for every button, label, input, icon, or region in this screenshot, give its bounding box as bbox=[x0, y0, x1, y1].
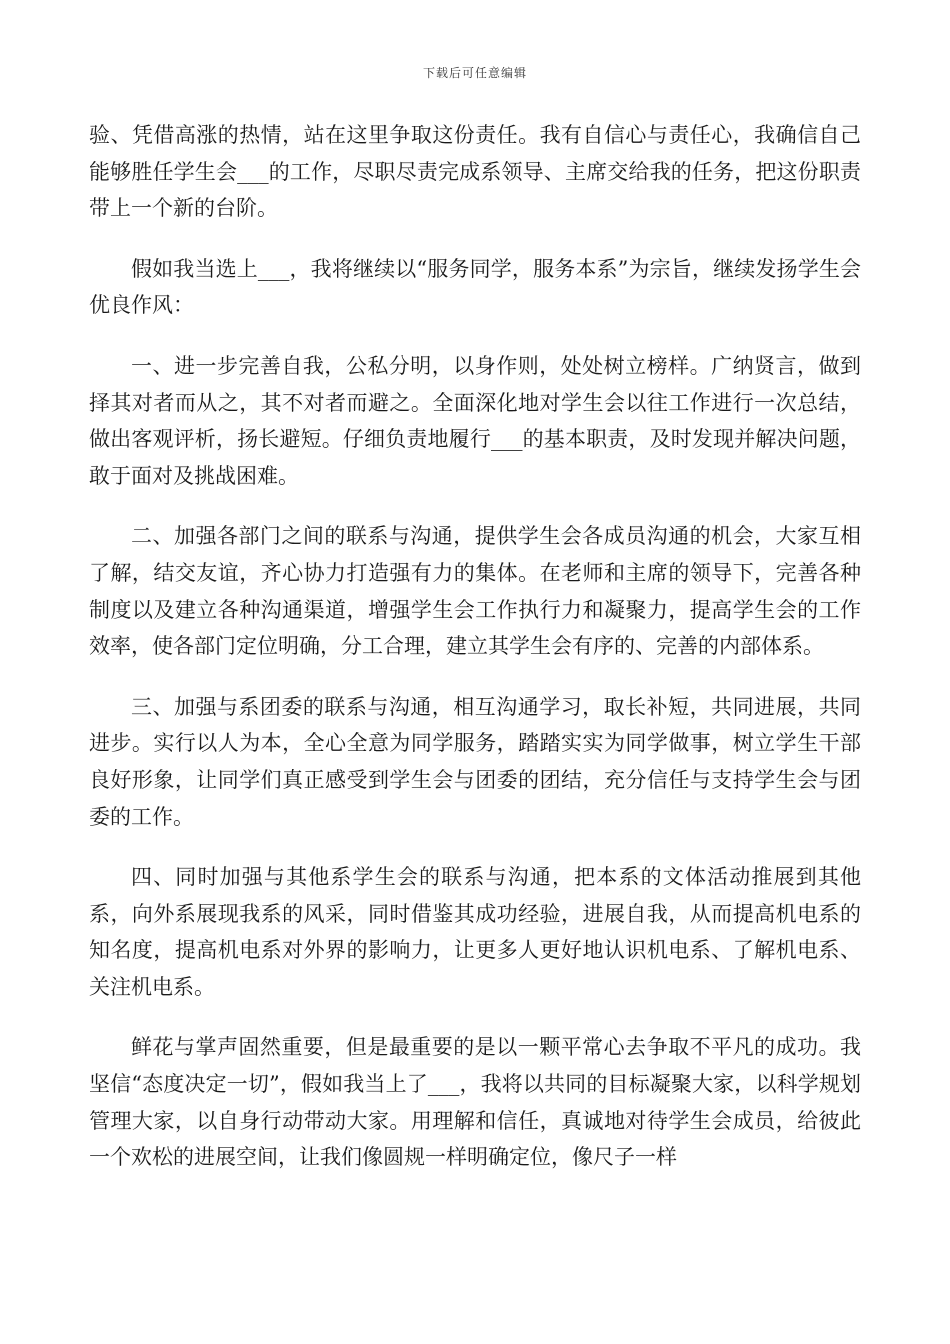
paragraph-point-one: 一、进一步完善自我，公私分明，以身作则，处处树立榜样。广纳贤言，做到择其对者而从之，其不对者而避之。全面深化地对学生会以往工作进行一次总结，做出客观评析，扬长避短。仔细负责地履行___的基本职责，及时发现并解决问题，敢于面对及挑战困难。 bbox=[89, 353, 861, 488]
paragraph-point-two: 二、加强各部门之间的联系与沟通，提供学生会各成员沟通的机会，大家互相了解，结交友谊，齐心协力打造强有力的集体。在老师和主席的领导下，完善各种制度以及建立各种沟通渠道，增强学生会工作执行力和凝聚力，提高学生会的工作效率，使各部门定位明确，分工合理，建立其学生会有序的、完善的内部体系。 bbox=[89, 524, 861, 659]
document-body bbox=[89, 117, 861, 1200]
paragraph-intro: 验、凭借高涨的热情，站在这里争取这份责任。我有自信心与责任心，我确信自己能够胜任学生会___的工作，尽职尽责完成系领导、主席交给我的任务，把这份职责带上一个新的台阶。 bbox=[89, 123, 861, 221]
page-header: 下载后可任意编辑 bbox=[422, 66, 527, 80]
paragraph-point-four: 四、同时加强与其他系学生会的联系与沟通，把本系的文体活动推展到其他系，向外系展现我系的风采，同时借鉴其成功经验，进展自我，从而提高机电系的知名度，提高机电系对外界的影响力，让更多人更好地认识机电系、了解机电系、关注机电系。 bbox=[89, 865, 861, 999]
paragraph-point-three: 三、加强与系团委的联系与沟通，相互沟通学习，取长补短，共同进展，共同进步。实行以人为本，全心全意为同学服务，踏踏实实为同学做事，树立学生干部良好形象，让同学们真正感受到学生会与团委的团结，充分信任与支持学生会与团委的工作。 bbox=[89, 694, 861, 829]
paragraph-pledge: 假如我当选上___，我将继续以“服务同学，服务本系”为宗旨，继续发扬学生会优良作风： bbox=[89, 256, 861, 318]
paragraph-closing: 鲜花与掌声固然重要，但是最重要的是以一颗平常心去争取不平凡的成功。我坚信“态度决定一切”，假如我当上了___，我将以共同的目标凝聚大家，以科学规划管理大家，以自身行动带动大家。用理解和信任，真诚地对待学生会成员，给彼此一个欢松的进展空间，让我们像圆规一样明确定位，像尺子一样 bbox=[89, 1035, 861, 1170]
